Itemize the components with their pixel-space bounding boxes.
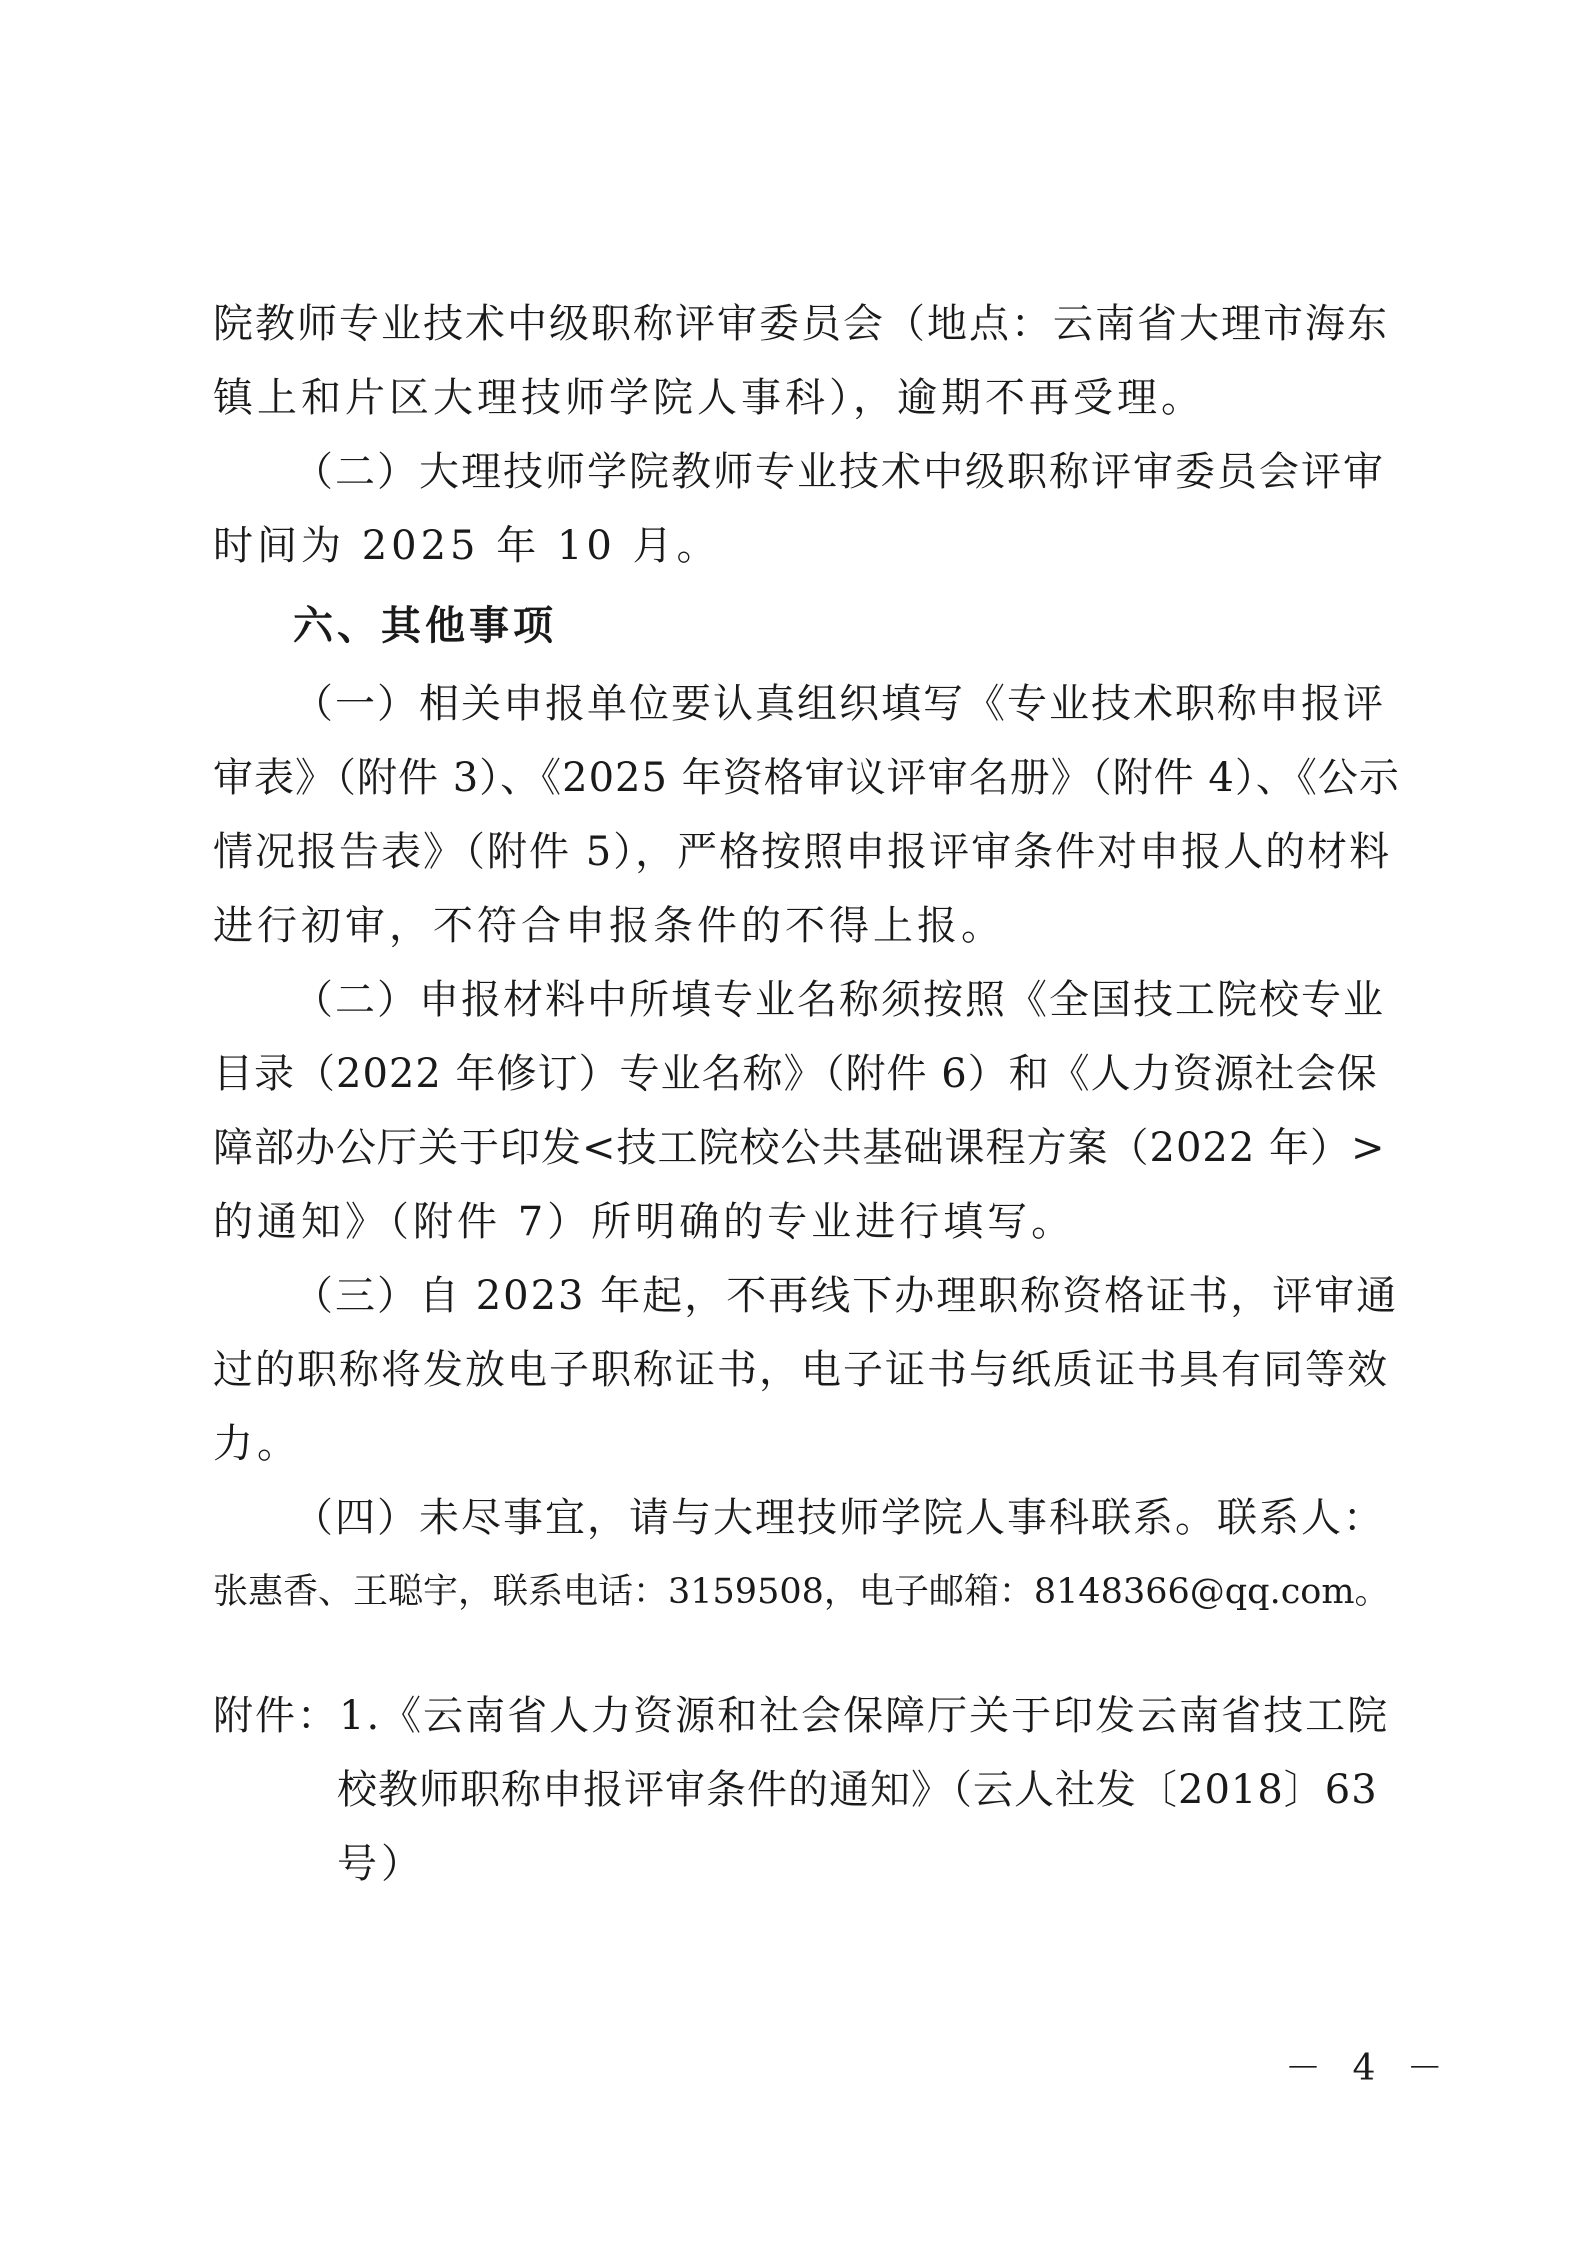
paragraph-line: 时间为 2025 年 10 月。 — [213, 523, 721, 569]
paragraph-line: 镇上和片区大理技师学院人事科），逾期不再受理。 — [213, 375, 1205, 421]
paragraph-line: 院教师专业技术中级职称评审委员会（地点：云南省大理市海东 — [213, 301, 1389, 347]
attachment-line: 附件：1.《云南省人力资源和社会保障厅关于印发云南省技工院 — [213, 1693, 1390, 1739]
paragraph-line: （一）相关申报单位要认真组织填写《专业技术职称申报评 — [293, 681, 1385, 727]
attachment-line: 号） — [337, 1841, 425, 1887]
paragraph-line: （二）申报材料中所填专业名称须按照《全国技工院校专业 — [293, 977, 1385, 1023]
paragraph-line: 进行初审，不符合申报条件的不得上报。 — [213, 903, 1005, 949]
paragraph-line: 力。 — [213, 1421, 301, 1467]
paragraph-line: 的通知》（附件 7）所明确的专业进行填写。 — [213, 1199, 1076, 1245]
attachment-line: 校教师职称申报评审条件的通知》（云人社发〔2018〕63 — [337, 1767, 1378, 1813]
paragraph-line: 审表》（附件 3）、《2025 年资格审议评审名册》（附件 4）、《公示 — [213, 755, 1400, 801]
paragraph-line: （二）大理技师学院教师专业技术中级职称评审委员会评审 — [293, 449, 1385, 495]
paragraph-line: （四）未尽事宜，请与大理技师学院人事科联系。联系人： — [293, 1495, 1385, 1541]
paragraph-line: （三）自 2023 年起，不再线下办理职称资格证书，评审通 — [293, 1273, 1399, 1319]
section-heading: 六、其他事项 — [293, 603, 557, 649]
paragraph-line: 张惠香、王聪宇，联系电话：3159508，电子邮箱：8148366@qq.com。 — [213, 1572, 1390, 1612]
paragraph-line: 过的职称将发放电子职称证书，电子证书与纸质证书具有同等效 — [213, 1347, 1389, 1393]
paragraph-line: 情况报告表》（附件 5），严格按照申报评审条件对申报人的材料 — [213, 829, 1392, 875]
paragraph-line: 目录（2022 年修订）专业名称》（附件 6）和《人力资源社会保 — [213, 1051, 1378, 1097]
page-number: － 4 － — [1285, 2048, 1453, 2089]
paragraph-line: 障部办公厅关于印发<技工院校公共基础课程方案（2022 年）> — [213, 1125, 1386, 1171]
